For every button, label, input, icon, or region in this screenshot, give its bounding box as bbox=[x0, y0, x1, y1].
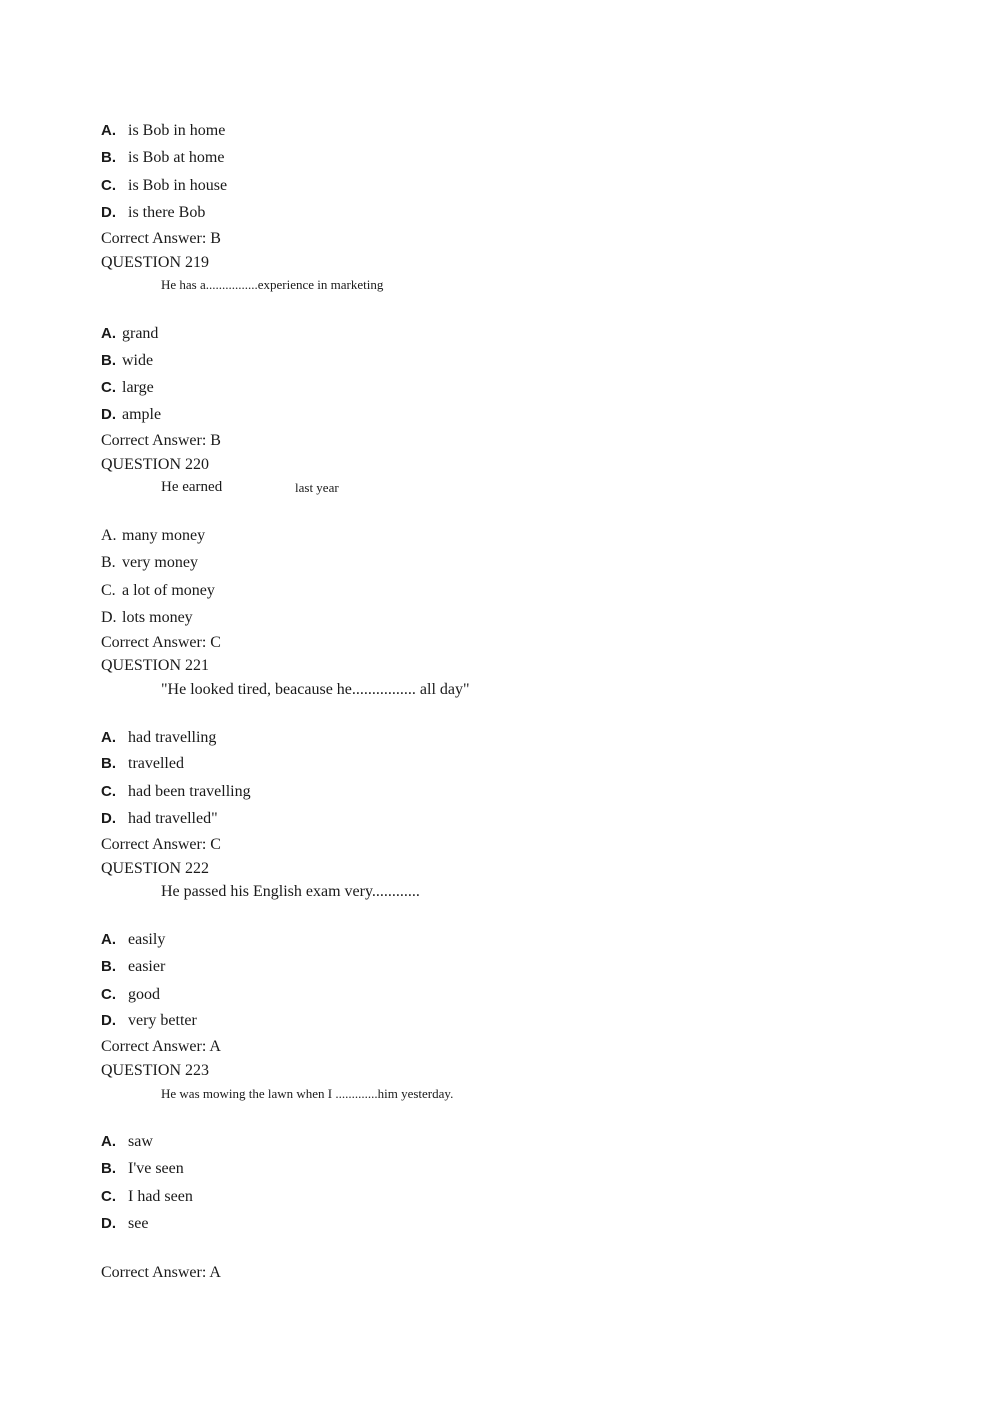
option-letter: C. bbox=[101, 986, 116, 1003]
option-letter: B. bbox=[101, 554, 116, 571]
option-text: ample bbox=[122, 406, 162, 423]
option-letter: B. bbox=[101, 1160, 116, 1177]
option-letter: A. bbox=[101, 1133, 116, 1150]
question-stem: He has a................experience in marketing bbox=[161, 277, 384, 292]
option-letter: C. bbox=[101, 379, 116, 396]
question-stem-part1: He earned bbox=[161, 479, 223, 495]
option-text: a lot of money bbox=[122, 582, 215, 599]
correct-answer: Correct Answer: B bbox=[101, 432, 221, 449]
option-letter: B. bbox=[101, 149, 116, 166]
option-text: had travelling bbox=[128, 729, 217, 746]
option-a bbox=[101, 123, 225, 139]
option-text: easier bbox=[128, 958, 166, 975]
option-text: easily bbox=[128, 931, 166, 948]
correct-answer: Correct Answer: A bbox=[101, 1038, 221, 1055]
option-letter: D. bbox=[101, 810, 116, 827]
option-c bbox=[101, 380, 154, 396]
option-a bbox=[101, 1134, 153, 1150]
option-b bbox=[101, 959, 165, 975]
question-stem-part2: last year bbox=[295, 480, 339, 495]
option-text: had been travelling bbox=[128, 783, 251, 800]
option-b bbox=[101, 353, 153, 369]
question-title: QUESTION 221 bbox=[101, 657, 209, 674]
option-d bbox=[101, 1216, 148, 1232]
option-text: grand bbox=[122, 325, 159, 342]
option-b bbox=[101, 150, 224, 166]
correct-answer: Correct Answer: A bbox=[101, 1264, 221, 1281]
option-text: see bbox=[128, 1215, 149, 1232]
question-title: QUESTION 220 bbox=[101, 456, 209, 473]
option-letter: C. bbox=[101, 582, 116, 599]
option-c bbox=[101, 178, 227, 194]
option-letter: B. bbox=[101, 958, 116, 975]
correct-answer: Correct Answer: B bbox=[101, 230, 221, 247]
option-d bbox=[101, 205, 205, 221]
option-c bbox=[101, 987, 160, 1003]
option-text: many money bbox=[122, 527, 206, 544]
option-letter: B. bbox=[101, 755, 116, 772]
option-letter: B. bbox=[101, 352, 116, 369]
question-stem: He passed his English exam very............ bbox=[161, 883, 420, 900]
option-letter: A. bbox=[101, 729, 116, 746]
option-a bbox=[101, 528, 205, 544]
option-text: had travelled" bbox=[128, 810, 218, 827]
option-text: is Bob in home bbox=[128, 122, 226, 139]
correct-answer: Correct Answer: C bbox=[101, 634, 221, 651]
option-b bbox=[101, 555, 198, 571]
option-text: travelled bbox=[128, 755, 184, 772]
option-letter: A. bbox=[101, 122, 116, 139]
option-letter: D. bbox=[101, 406, 116, 423]
option-text: very money bbox=[122, 554, 198, 571]
option-d bbox=[101, 1013, 197, 1029]
option-text: is Bob at home bbox=[128, 149, 225, 166]
option-letter: A. bbox=[101, 931, 116, 948]
option-d bbox=[101, 610, 193, 626]
question-title: QUESTION 223 bbox=[101, 1062, 209, 1079]
question-stem: He was mowing the lawn when I .............him yesterday. bbox=[161, 1086, 454, 1101]
option-c bbox=[101, 1189, 193, 1205]
option-d bbox=[101, 811, 218, 827]
option-text: large bbox=[122, 379, 154, 396]
option-b bbox=[101, 1161, 184, 1177]
option-text: I've seen bbox=[128, 1160, 184, 1177]
question-title: QUESTION 222 bbox=[101, 860, 209, 877]
question-title: QUESTION 219 bbox=[101, 254, 209, 271]
option-c bbox=[101, 583, 215, 599]
option-text: is Bob in house bbox=[128, 177, 228, 194]
option-text: saw bbox=[128, 1133, 153, 1150]
option-letter: C. bbox=[101, 1188, 116, 1205]
option-letter: A. bbox=[101, 527, 117, 544]
option-b bbox=[101, 756, 184, 772]
option-letter: C. bbox=[101, 783, 116, 800]
option-text: is there Bob bbox=[128, 204, 206, 221]
option-a bbox=[101, 730, 216, 746]
correct-answer: Correct Answer: C bbox=[101, 836, 221, 853]
option-text: very better bbox=[128, 1012, 197, 1029]
option-a bbox=[101, 326, 158, 342]
option-letter: D. bbox=[101, 1012, 116, 1029]
option-c bbox=[101, 784, 251, 800]
option-letter: D. bbox=[101, 1215, 116, 1232]
option-text: good bbox=[128, 986, 160, 1003]
option-a bbox=[101, 932, 165, 948]
option-letter: C. bbox=[101, 177, 116, 194]
option-letter: D. bbox=[101, 204, 116, 221]
option-letter: D. bbox=[101, 609, 117, 626]
question-stem: "He looked tired, beacause he................ all day" bbox=[161, 681, 470, 698]
option-d bbox=[101, 407, 161, 423]
option-text: I had seen bbox=[128, 1188, 193, 1205]
option-letter: A. bbox=[101, 325, 116, 342]
option-text: lots money bbox=[122, 609, 193, 626]
option-text: wide bbox=[122, 352, 154, 369]
